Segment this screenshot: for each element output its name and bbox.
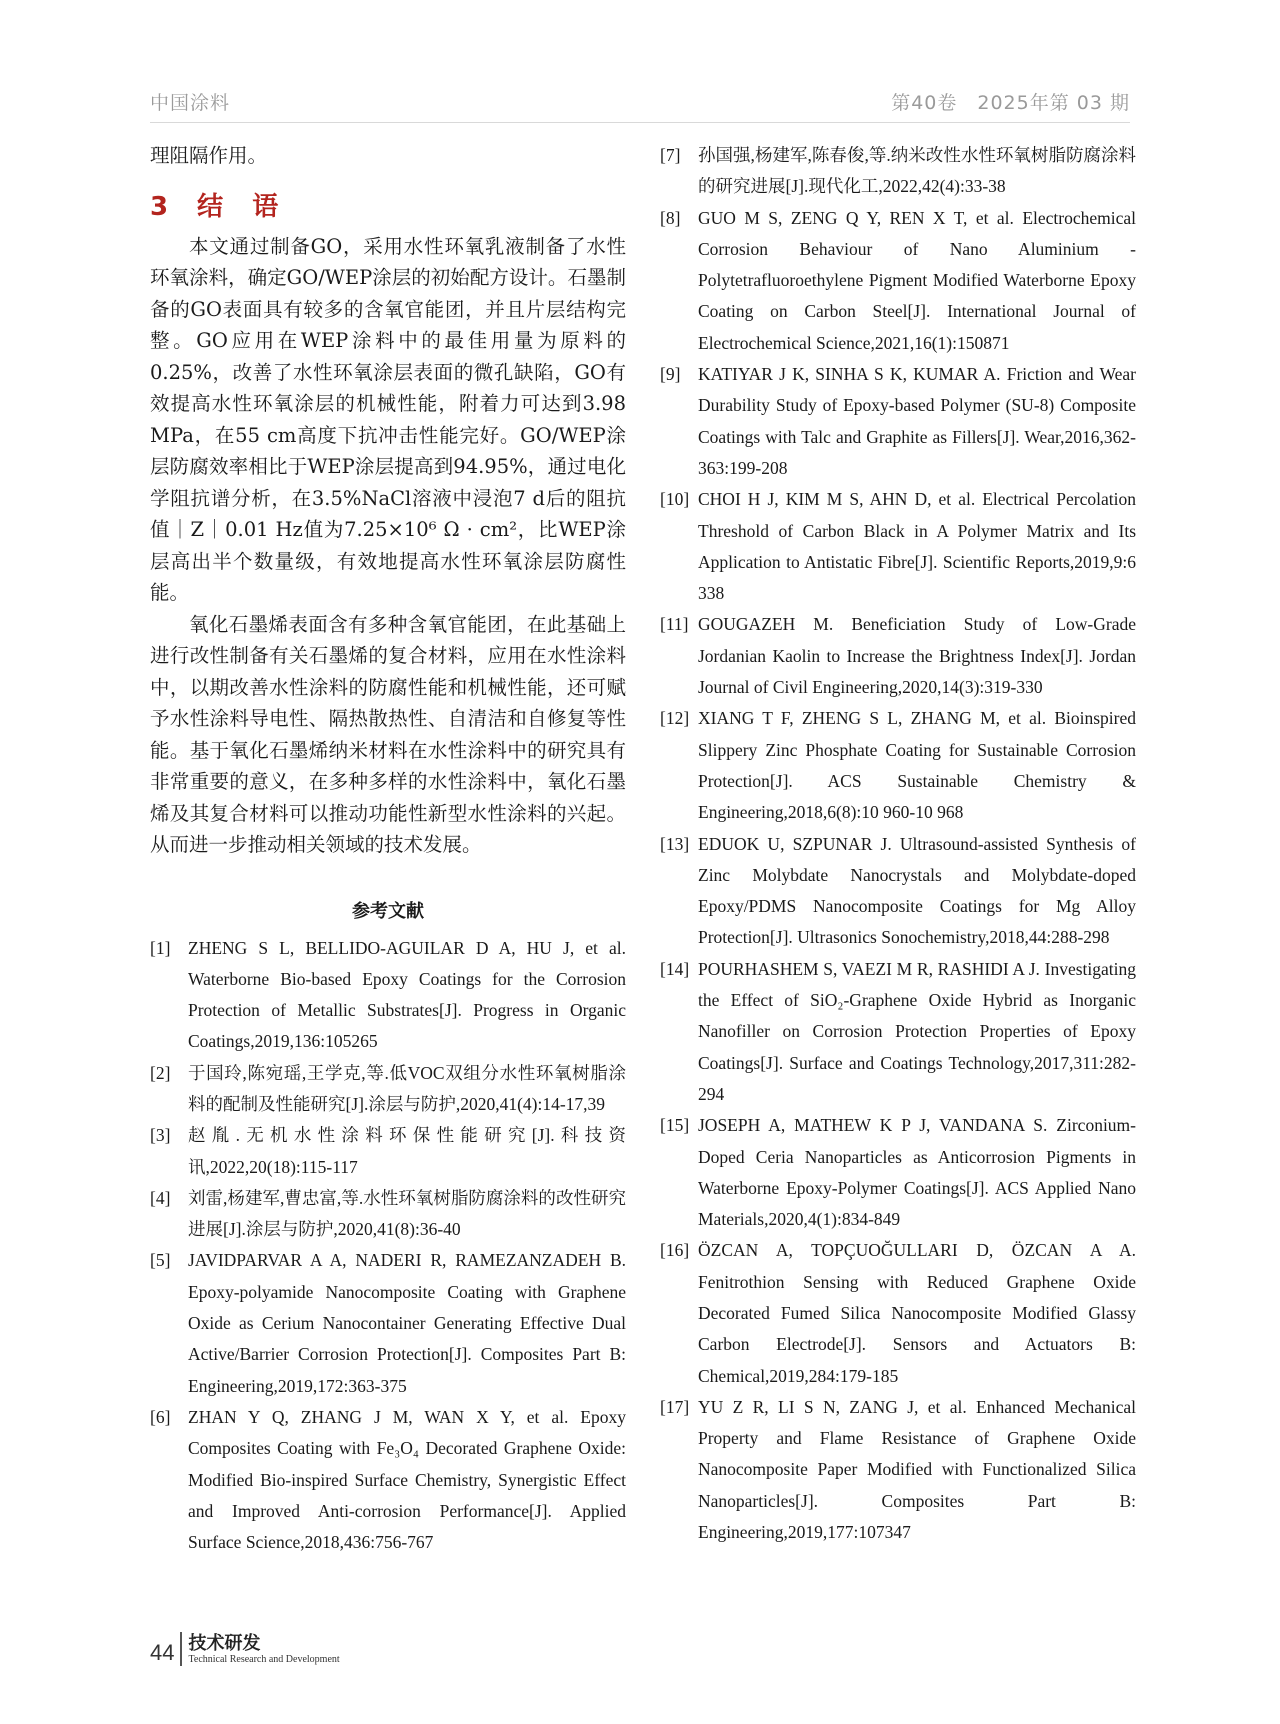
reference-item bbox=[150, 1120, 626, 1183]
reference-item bbox=[660, 954, 1136, 1110]
section-name-cn: 技术研发 bbox=[188, 1633, 261, 1654]
reference-item bbox=[150, 1183, 626, 1246]
reference-number: [9] bbox=[660, 364, 681, 385]
reference-item bbox=[660, 140, 1136, 203]
footer-divider bbox=[180, 1632, 182, 1666]
reference-number: [2] bbox=[150, 1062, 171, 1083]
header-rule bbox=[150, 122, 1130, 123]
page-number: 44 bbox=[150, 1640, 175, 1665]
reference-text: ZHENG S L, BELLIDO-AGUILAR D A, HU J, et al. Waterborne Bio-based Epoxy Coatings for the Corrosion Protection of Metallic Substrates[J]. Progress in Organic Coatings,2019,136:105265 bbox=[188, 937, 626, 1052]
reference-number: [8] bbox=[660, 207, 681, 228]
reference-text: 孙国强,杨建军,陈春俊,等.纳米改性水性环氧树脂防腐涂料的研究进展[J].现代化工,2022,42(4):33-38 bbox=[698, 145, 1136, 197]
reference-number: [11] bbox=[660, 614, 689, 635]
reference-item bbox=[660, 484, 1136, 609]
reference-text: 刘雷,杨建军,曹忠富,等.水性环氧树脂防腐涂料的改性研究进展[J].涂层与防护,2020,41(8):36-40 bbox=[188, 1187, 626, 1240]
section-name-en: Technical Research and Development bbox=[188, 1654, 340, 1665]
reference-item bbox=[150, 1245, 626, 1401]
left-column bbox=[150, 140, 626, 1558]
conclusion-paragraph-1: 本文通过制备GO，采用水性环氧乳液制备了水性环氧涂料，确定GO/WEP涂层的初始配方设计。石墨制备的GO表面具有较多的含氧官能团，并且片层结构完整。GO应用在WEP涂料中的最佳用量为原料的0.25%，改善了水性环氧涂层表面的微孔缺陷，GO有效提高水性环氧涂层的机械性能，附着力可达到3.98 MPa，在55 cm高度下抗冲击性能完好。GO/WEP涂层防腐效率相比于WEP涂层提高到94.95%，通过电化学阻抗谱分析，在3.5%NaCl溶液中浸泡7 d后的阻抗值｜Z｜0.01 Hz值为7.25×10⁶ Ω · cm²，比WEP涂层高出半个数量级，有效地提高水性环氧涂层防腐性能。 bbox=[150, 234, 626, 604]
reference-text: EDUOK U, SZPUNAR J. Ultrasound-assisted Synthesis of Zinc Molybdate Nanocrystals and Molybdate-doped Epoxy/PDMS Nanocomposite Coatings for Mg Alloy Protection[J]. Ultrasonics Sonochemistry,2018,44:288-298 bbox=[698, 833, 1136, 948]
conclusion-paragraph-2: 氧化石墨烯表面含有多种含氧官能团，在此基础上进行改性制备有关石墨烯的复合材料，应用在水性涂料中，以期改善水性涂料的防腐性能和机械性能，还可赋予水性涂料导电性、隔热散热性、自清洁和自修复等性能。基于氧化石墨烯纳米材料在水性涂料中的研究具有非常重要的意义，在多种多样的水性涂料中，氧化石墨烯及其复合材料可以推动功能性新型水性涂料的兴起。从而进一步推动相关领域的技术发展。 bbox=[150, 612, 626, 856]
reference-number: [5] bbox=[150, 1250, 171, 1271]
reference-number: [14] bbox=[660, 958, 690, 979]
section-title: 3 结 语 bbox=[150, 191, 289, 222]
reference-text: JOSEPH A, MATHEW K P J, VANDANA S. Zirconium-Doped Ceria Nanoparticles as Anticorrosion Pigments in Waterborne Epoxy-Polymer Coatings[J]. ACS Applied Nano Materials,2020,4(1):834-849 bbox=[698, 1115, 1136, 1230]
reference-text: JAVIDPARVAR A A, NADERI R, RAMEZANZADEH B. Epoxy-polyamide Nanocomposite Coating with Graphene Oxide as Cerium Nanocontainer Generating Effective Dual Active/Barrier Corrosion Protection[J]. Composites Part B: Engineering,2019,172:363-375 bbox=[188, 1250, 626, 1396]
references-title: 参考文献 bbox=[352, 900, 424, 922]
reference-text: YU Z R, LI S N, ZANG J, et al. Enhanced Mechanical Property and Flame Resistance of Graphene Oxide Nanocomposite Paper Modified with Functionalized Silica Nanoparticles[J]. Composites Part B: Engineering,2019,177:107347 bbox=[698, 1396, 1136, 1543]
reference-text: CHOI H J, KIM M S, AHN D, et al. Electrical Percolation Threshold of Carbon Black in A Polymer Matrix and Its Application to Antistatic Fibre[J]. Scientific Reports,2019,9:6 338 bbox=[698, 489, 1136, 604]
reference-number: [1] bbox=[150, 937, 171, 958]
reference-number: [16] bbox=[660, 1240, 690, 1261]
reference-number: [7] bbox=[660, 145, 681, 165]
reference-item bbox=[660, 1110, 1136, 1235]
reference-item bbox=[660, 829, 1136, 954]
reference-number: [6] bbox=[150, 1406, 171, 1427]
reference-text: ZHAN Y Q, ZHANG J M, WAN X Y, et al. Epoxy Composites Coating with Fe₃O₄ Decorated Graphene Oxide: Modified Bio-inspired Surface Chemistry, Synergistic Effect and Improved Anti-corrosion Performance[J]. Applied Surface Science,2018,436:756-767 bbox=[188, 1406, 626, 1553]
reference-item bbox=[660, 703, 1136, 828]
right-column bbox=[660, 140, 1136, 1548]
reference-number: [13] bbox=[660, 833, 690, 854]
journal-name: 中国涂料 bbox=[150, 92, 231, 114]
reference-item bbox=[660, 359, 1136, 484]
reference-number: [10] bbox=[660, 489, 690, 510]
reference-text: GUO M S, ZENG Q Y, REN X T, et al. Electrochemical Corrosion Behaviour of Nano Aluminium - Polytetrafluoroethylene Pigment Modified Waterborne Epoxy Coating on Carbon Steel[J]. International Journal of Electrochemical Science,2021,16(1):150871 bbox=[698, 207, 1136, 353]
reference-number: [17] bbox=[660, 1396, 690, 1417]
reference-text: GOUGAZEH M. Beneficiation Study of Low-Grade Jordanian Kaolin to Increase the Brightness Index[J]. Jordan Journal of Civil Engineering,2020,14(3):319-330 bbox=[698, 614, 1136, 698]
footer-section-label bbox=[188, 1634, 339, 1666]
issue-info: 第40卷 2025年第 03 期 bbox=[891, 92, 1130, 114]
reference-item bbox=[660, 1235, 1136, 1391]
reference-text: KATIYAR J K, SINHA S K, KUMAR A. Friction and Wear Durability Study of Epoxy-based Polymer (SU-8) Composite Coatings with Talc and Graphite as Fillers[J]. Wear,2016,362-363:199-208 bbox=[698, 364, 1136, 478]
reference-item bbox=[660, 609, 1136, 703]
reference-text: 赵胤.无机水性涂料环保性能研究[J].科技资讯,2022,20(18):115-117 bbox=[188, 1125, 626, 1177]
reference-item bbox=[660, 203, 1136, 359]
reference-number: [3] bbox=[150, 1125, 171, 1146]
reference-number: [4] bbox=[150, 1187, 171, 1208]
reference-text: XIANG T F, ZHENG S L, ZHANG M, et al. Bioinspired Slippery Zinc Phosphate Coating for Sustainable Corrosion Protection[J]. ACS Sustainable Chemistry & Engineering,2018,6(8):10 960-10 968 bbox=[698, 708, 1136, 823]
reference-text: 于国玲,陈宛瑶,王学克,等.低VOC双组分水性环氧树脂涂料的配制及性能研究[J].涂层与防护,2020,41(4):14-17,39 bbox=[188, 1062, 626, 1114]
reference-number: [15] bbox=[660, 1115, 690, 1136]
reference-item bbox=[150, 933, 626, 1058]
reference-item bbox=[150, 1058, 626, 1121]
reference-item bbox=[150, 1402, 626, 1558]
reference-text: ÖZCAN A, TOPÇUOĞULLARI D, ÖZCAN A A. Fenitrothion Sensing with Reduced Graphene Oxide Decorated Fumed Silica Nanocomposite Modified Glassy Carbon Electrode[J]. Sensors and Actuators B: Chemical,2019,284:179-185 bbox=[698, 1240, 1136, 1386]
page-footer bbox=[150, 1632, 340, 1666]
reference-text: POURHASHEM S, VAEZI M R, RASHIDI A J. Investigating the Effect of SiO₂-Graphene Oxide Hybrid as Inorganic Nanofiller on Corrosion Protection Properties of Epoxy Coatings[J]. Surface and Coatings Technology,2017,311:282-294 bbox=[698, 958, 1136, 1104]
reference-number: [12] bbox=[660, 708, 690, 729]
continuation-text: 理阻隔作用。 bbox=[150, 144, 268, 167]
reference-item bbox=[660, 1392, 1136, 1548]
